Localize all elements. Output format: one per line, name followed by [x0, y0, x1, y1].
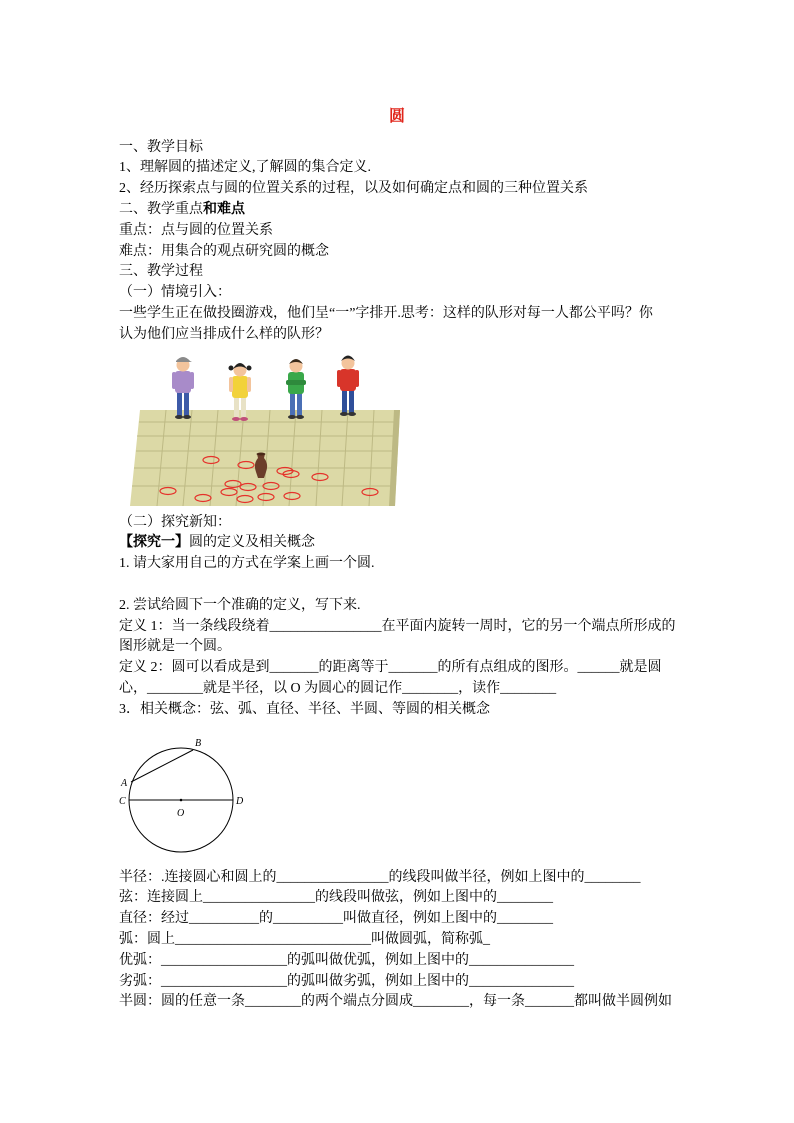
blank-line [119, 575, 676, 596]
definition-2-line-1: 定义 2：圆可以看成是到_______的距离等于_______的所有点组成的图形。______就是圆 [119, 660, 662, 676]
explore1-heading-bold: 【探究一】 [119, 535, 189, 551]
difficulty-point: 难点：用集合的观点研究圆的概念 [119, 243, 329, 259]
focus-heading-normal: 二、教学重点 [119, 201, 203, 217]
concept-minor-arc: 劣弧：__________________的弧叫做劣弧，例如上图中的_______________ [119, 973, 574, 989]
label-d: D [236, 796, 244, 807]
focus-heading-bold: 和难点 [203, 201, 245, 217]
student-figure [172, 357, 194, 419]
key-point: 重点：点与圆的位置关系 [119, 222, 273, 238]
concept-major-arc: 优弧：__________________的弧叫做优弧，例如上图中的_______________ [119, 952, 574, 968]
label-c: C [119, 796, 126, 807]
concept-chord: 弦：连接圆上________________的线段叫做弦，例如上图中的________ [119, 890, 553, 906]
label-o: O [177, 808, 185, 819]
section-exploration [119, 513, 676, 721]
focus-heading [119, 200, 653, 221]
step-3: 3．相关概念：弦、弧、直径、半径、半圆、等圆的相关概念 [119, 701, 490, 717]
goals-heading: 一、教学目标 [119, 139, 203, 155]
ring-toss-illustration [125, 350, 405, 508]
label-a: A [121, 778, 128, 789]
intro-paragraph-line-1: 一些学生正在做投圈游戏，他们呈“一”字排开.思考：这样的队形对每一人都公平吗？你 [119, 305, 653, 321]
concept-diameter: 直径：经过__________的__________叫做直径，例如上图中的________ [119, 911, 553, 927]
explore1-heading-title: 圆的定义及相关概念 [189, 535, 315, 551]
tiled-floor [130, 410, 400, 506]
chord-ab [131, 750, 193, 782]
intro-paragraph-line-2: 认为他们应当排成什么样的队形？ [119, 326, 329, 342]
page-title: 圆 [388, 108, 405, 125]
definition-1-line-2: 图形就是一个圆。 [119, 639, 231, 655]
step-2: 2. 尝试给圆下一个准确的定义，写下来. [119, 597, 361, 613]
circle-diagram [112, 735, 252, 860]
concept-radius: 半径：.连接圆心和圆上的________________的线段叫做半径，例如上图中的________ [119, 869, 641, 885]
label-b: B [195, 738, 202, 749]
concept-arc: 弧：圆上____________________________叫做圆弧，简称弧_ [119, 931, 490, 947]
concept-semicircle: 半圆：圆的任意一条________的两个端点分圆成________，每一条_______都叫做半圆例如 [119, 994, 672, 1010]
intro-heading: （一）情境引入： [119, 285, 231, 301]
center-point [180, 799, 183, 802]
section-concepts [119, 868, 672, 1014]
process-heading: 三、教学过程 [119, 264, 203, 280]
student-figure [337, 356, 359, 417]
explore1-heading [119, 533, 676, 554]
goal-item-2: 2、经历探索点与圆的位置关系的过程，以及如何确定点和圆的三种位置关系 [119, 181, 588, 197]
step-1: 1. 请大家用自己的方式在学案上画一个圆. [119, 556, 375, 572]
goal-item-1: 1、理解圆的描述定义,了解圆的集合定义. [119, 160, 371, 176]
definition-2-line-2: 心，________就是半径，以 O 为圆心的圆记作________，读作________ [119, 680, 557, 696]
definition-1-line-1: 定义 1：当一条线段绕着________________在平面内旋转一周时，它的另一个端点所形成的 [119, 618, 676, 634]
section-goals-and-intro [119, 138, 653, 346]
explore-heading: （二）探究新知： [119, 514, 231, 530]
